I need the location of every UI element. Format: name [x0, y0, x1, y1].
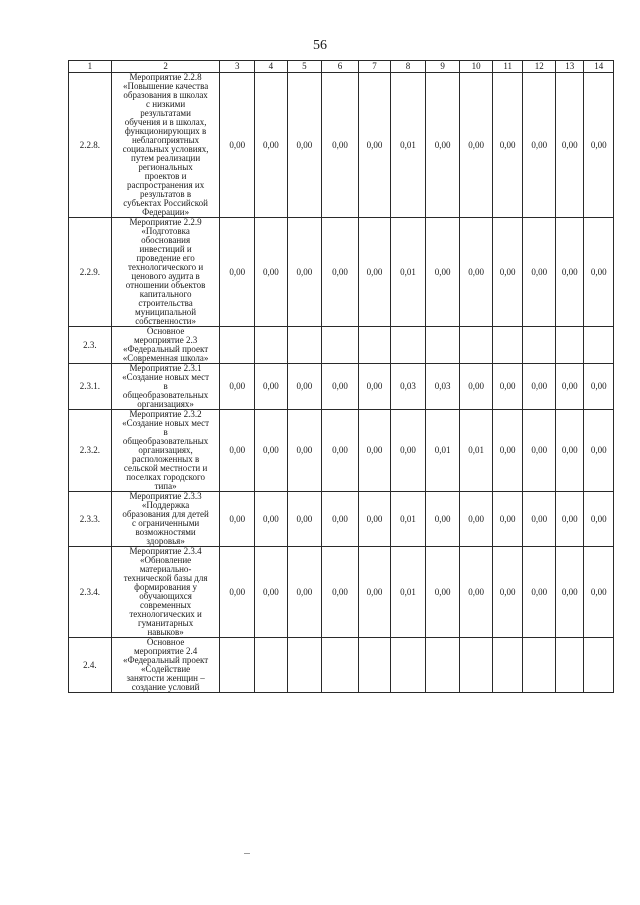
- description-line: поселках городского: [126, 472, 205, 482]
- description-line: гуманитарных: [137, 618, 194, 628]
- value-cell: 0,00: [584, 73, 614, 218]
- value-cell: [492, 638, 523, 693]
- value-cell: [425, 638, 460, 693]
- value-cell: 0,00: [322, 73, 359, 218]
- description-line: занятости женщин –: [126, 673, 205, 683]
- value-cell: 0,00: [358, 73, 391, 218]
- description-line: распространения их: [126, 180, 205, 190]
- value-cell: [287, 638, 322, 693]
- description-line: сельской местности и: [123, 463, 208, 473]
- value-cell: 0,00: [287, 492, 322, 547]
- description-line: «Современная школа»: [122, 353, 209, 363]
- column-header: 3: [220, 61, 255, 73]
- description-line: «Создание новых мест: [122, 372, 210, 382]
- value-cell: 0,00: [460, 547, 493, 638]
- value-cell: 0,00: [460, 364, 493, 410]
- value-cell: [220, 327, 255, 364]
- description-line: результатов в: [139, 189, 192, 199]
- value-cell: 0,00: [492, 492, 523, 547]
- value-cell: [584, 327, 614, 364]
- value-cell: 0,01: [391, 547, 426, 638]
- value-cell: 0,01: [391, 218, 426, 327]
- description-line: общеобразовательных: [122, 436, 209, 446]
- row-code: 2.3.1.: [69, 364, 112, 410]
- description-line: Основное: [146, 326, 185, 336]
- value-cell: [391, 327, 426, 364]
- value-cell: 0,00: [220, 410, 255, 492]
- value-cell: 0,00: [322, 364, 359, 410]
- value-cell: 0,00: [255, 73, 288, 218]
- column-header: 1: [69, 61, 112, 73]
- description-line: отношении объектов: [125, 280, 206, 290]
- table-body: [69, 73, 614, 693]
- value-cell: 0,00: [523, 547, 556, 638]
- description-line: субъектах Российской: [123, 198, 208, 208]
- table-row: [69, 492, 614, 547]
- description-line: «Федеральный проект: [122, 344, 209, 354]
- row-description: [111, 73, 220, 218]
- description-line: проектов и: [144, 171, 187, 181]
- description-line: современных: [140, 600, 192, 610]
- value-cell: 0,00: [358, 218, 391, 327]
- column-header: 4: [255, 61, 288, 73]
- value-cell: 0,00: [555, 410, 583, 492]
- value-cell: 0,00: [584, 410, 614, 492]
- value-cell: 0,00: [492, 73, 523, 218]
- description-line: региональных: [138, 162, 193, 172]
- value-cell: [523, 638, 556, 693]
- column-header: 12: [523, 61, 556, 73]
- column-header: 14: [584, 61, 614, 73]
- value-cell: 0,00: [391, 410, 426, 492]
- value-cell: [358, 327, 391, 364]
- description-line: капитального: [139, 289, 192, 299]
- value-cell: [391, 638, 426, 693]
- value-cell: 0,00: [492, 410, 523, 492]
- value-cell: [460, 638, 493, 693]
- value-cell: 0,00: [584, 547, 614, 638]
- value-cell: 0,00: [523, 410, 556, 492]
- description-line: обоснования: [141, 235, 191, 245]
- description-line: Мероприятие 2.3.1: [129, 363, 202, 373]
- description-line: «Подготовка: [141, 226, 190, 236]
- value-cell: 0,00: [523, 218, 556, 327]
- value-cell: 0,00: [287, 547, 322, 638]
- value-cell: 0,00: [322, 410, 359, 492]
- scan-mark: [244, 853, 250, 854]
- value-cell: 0,00: [425, 218, 460, 327]
- description-line: организациях,: [138, 445, 193, 455]
- table-row: [69, 73, 614, 218]
- table-row: [69, 410, 614, 492]
- description-line: обучения и в школах,: [124, 117, 207, 127]
- description-line: Мероприятие 2.3.4: [129, 546, 202, 556]
- value-cell: [358, 638, 391, 693]
- value-cell: 0,00: [322, 547, 359, 638]
- description-line: муниципальной: [135, 307, 197, 317]
- column-header: 11: [492, 61, 523, 73]
- value-cell: [460, 327, 493, 364]
- value-cell: 0,00: [425, 73, 460, 218]
- description-line: технологического и: [127, 262, 204, 272]
- description-line: типа»: [154, 481, 177, 491]
- description-line: Мероприятие 2.3.3: [129, 491, 202, 501]
- value-cell: 0,00: [584, 218, 614, 327]
- value-cell: 0,00: [358, 364, 391, 410]
- description-line: «Федеральный проект: [122, 655, 209, 665]
- value-cell: 0,00: [287, 364, 322, 410]
- row-description: [111, 547, 220, 638]
- row-code: 2.2.9.: [69, 218, 112, 327]
- value-cell: 0,00: [358, 410, 391, 492]
- description-line: навыков»: [147, 627, 184, 637]
- description-line: строительства: [138, 298, 193, 308]
- value-cell: [255, 327, 288, 364]
- row-description: [111, 492, 220, 547]
- description-line: организациях»: [137, 399, 194, 409]
- row-description: [111, 327, 220, 364]
- value-cell: [322, 327, 359, 364]
- value-cell: 0,00: [584, 364, 614, 410]
- value-cell: 0,01: [460, 410, 493, 492]
- description-line: технологических и: [129, 609, 202, 619]
- description-line: путем реализации: [131, 153, 201, 163]
- value-cell: 0,00: [220, 218, 255, 327]
- description-line: инвестиций и: [139, 244, 192, 254]
- description-line: «Обновление: [140, 555, 192, 565]
- column-header: 10: [460, 61, 493, 73]
- value-cell: 0,00: [523, 364, 556, 410]
- description-line: создание условий: [131, 682, 200, 692]
- value-cell: 0,01: [425, 410, 460, 492]
- description-line: неблагоприятных: [131, 135, 200, 145]
- column-header: 9: [425, 61, 460, 73]
- row-code: 2.3.: [69, 327, 112, 364]
- row-code: 2.2.8.: [69, 73, 112, 218]
- description-line: с низкими: [146, 99, 186, 109]
- column-header: 8: [391, 61, 426, 73]
- row-description: [111, 218, 220, 327]
- row-code: 2.3.4.: [69, 547, 112, 638]
- description-line: материально-: [139, 564, 192, 574]
- column-header: 5: [287, 61, 322, 73]
- value-cell: 0,00: [555, 218, 583, 327]
- value-cell: 0,00: [255, 547, 288, 638]
- value-cell: 0,00: [492, 364, 523, 410]
- value-cell: 0,00: [492, 218, 523, 327]
- description-line: «Создание новых мест: [122, 418, 210, 428]
- value-cell: [322, 638, 359, 693]
- row-code: 2.4.: [69, 638, 112, 693]
- financing-table: [68, 60, 614, 693]
- value-cell: 0,00: [460, 492, 493, 547]
- description-line: формирования у: [134, 582, 198, 592]
- description-line: общеобразовательных: [122, 390, 209, 400]
- value-cell: 0,00: [287, 73, 322, 218]
- column-header: 13: [555, 61, 583, 73]
- description-line: Мероприятие 2.3.2: [129, 409, 202, 419]
- value-cell: 0,01: [391, 73, 426, 218]
- row-description: [111, 638, 220, 693]
- value-cell: 0,00: [425, 547, 460, 638]
- value-cell: 0,00: [523, 492, 556, 547]
- value-cell: 0,00: [220, 73, 255, 218]
- value-cell: 0,00: [460, 218, 493, 327]
- column-header: 2: [111, 61, 220, 73]
- description-line: образования для детей: [122, 509, 209, 519]
- value-cell: 0,00: [555, 73, 583, 218]
- table-row: [69, 638, 614, 693]
- description-line: собственности»: [135, 316, 196, 326]
- value-cell: 0,00: [322, 218, 359, 327]
- table-row: [69, 327, 614, 364]
- value-cell: 0,00: [492, 547, 523, 638]
- column-header: 7: [358, 61, 391, 73]
- description-line: здоровья»: [146, 536, 185, 546]
- description-line: мероприятие 2.3: [133, 335, 198, 345]
- value-cell: [425, 327, 460, 364]
- description-line: «Повышение качества: [122, 81, 209, 91]
- page-number: 56: [313, 38, 327, 53]
- value-cell: 0,03: [391, 364, 426, 410]
- value-cell: [555, 327, 583, 364]
- value-cell: 0,00: [255, 492, 288, 547]
- value-cell: 0,00: [555, 364, 583, 410]
- description-line: ценового аудита в: [131, 271, 200, 281]
- value-cell: 0,00: [255, 364, 288, 410]
- value-cell: 0,00: [555, 547, 583, 638]
- value-cell: 0,00: [220, 492, 255, 547]
- value-cell: 0,00: [255, 218, 288, 327]
- value-cell: 0,00: [425, 492, 460, 547]
- row-description: [111, 410, 220, 492]
- value-cell: 0,00: [220, 364, 255, 410]
- description-line: социальных условиях,: [122, 144, 209, 154]
- value-cell: 0,01: [391, 492, 426, 547]
- value-cell: 0,00: [358, 547, 391, 638]
- value-cell: 0,00: [523, 73, 556, 218]
- description-line: Федерации»: [142, 207, 190, 217]
- value-cell: 0,00: [255, 410, 288, 492]
- description-line: возможностями: [135, 527, 196, 537]
- value-cell: [287, 327, 322, 364]
- description-line: в: [163, 427, 168, 437]
- value-cell: 0,00: [287, 218, 322, 327]
- row-code: 2.3.3.: [69, 492, 112, 547]
- value-cell: 0,00: [287, 410, 322, 492]
- description-line: Мероприятие 2.2.8: [129, 72, 202, 82]
- description-line: «Поддержка: [141, 500, 190, 510]
- value-cell: [555, 638, 583, 693]
- description-line: функционирующих в: [124, 126, 207, 136]
- description-line: проведение его: [136, 253, 195, 263]
- row-description: [111, 364, 220, 410]
- value-cell: 0,00: [584, 492, 614, 547]
- table-header: [69, 61, 614, 73]
- value-cell: [220, 638, 255, 693]
- description-line: образования в школах: [123, 90, 208, 100]
- description-line: Мероприятие 2.2.9: [129, 217, 202, 227]
- value-cell: 0,00: [358, 492, 391, 547]
- description-line: в: [163, 381, 168, 391]
- value-cell: 0,00: [322, 492, 359, 547]
- table-row: [69, 364, 614, 410]
- description-line: расположенных в: [131, 454, 200, 464]
- value-cell: 0,00: [555, 492, 583, 547]
- value-cell: [255, 638, 288, 693]
- table-row: [69, 218, 614, 327]
- value-cell: [523, 327, 556, 364]
- table-row: [69, 547, 614, 638]
- value-cell: [492, 327, 523, 364]
- value-cell: 0,00: [460, 73, 493, 218]
- description-line: результатами: [140, 108, 191, 118]
- description-line: технической базы для: [123, 573, 208, 583]
- description-line: «Содействие: [141, 664, 191, 674]
- description-line: Основное: [146, 637, 185, 647]
- value-cell: 0,03: [425, 364, 460, 410]
- value-cell: [584, 638, 614, 693]
- description-line: обучающихся: [139, 591, 192, 601]
- row-code: 2.3.2.: [69, 410, 112, 492]
- value-cell: 0,00: [220, 547, 255, 638]
- description-line: мероприятие 2.4: [133, 646, 198, 656]
- column-header: 6: [322, 61, 359, 73]
- description-line: с ограниченными: [131, 518, 200, 528]
